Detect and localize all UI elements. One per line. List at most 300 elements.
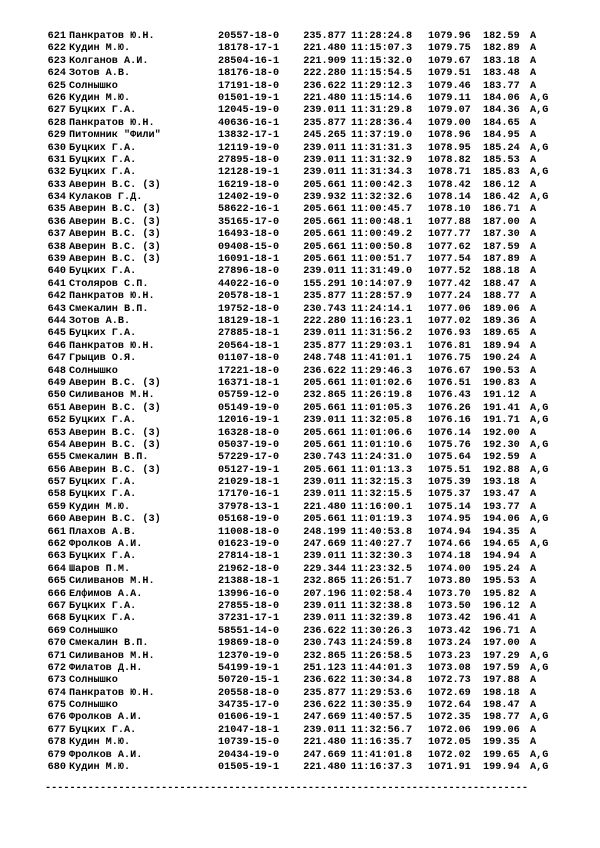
table-row xyxy=(0,204,600,216)
fancier-name: Буцких Г.А. xyxy=(69,724,137,736)
table-row xyxy=(0,576,600,588)
fancier-name: Буцких Г.А. xyxy=(69,415,137,427)
table-row xyxy=(0,31,600,43)
place-number: 660 xyxy=(47,514,66,526)
category-flag: A xyxy=(530,588,537,600)
ring-number: 20557-18-0 xyxy=(218,31,280,42)
distance: 221.480 xyxy=(303,43,346,55)
ring-number: 10739-15-0 xyxy=(218,737,280,749)
table-row xyxy=(0,452,600,464)
speed: 1078.14 xyxy=(428,192,471,204)
speed: 1072.35 xyxy=(428,712,471,724)
fancier-name: Кудин М.Ю. xyxy=(69,43,131,55)
ring-number: 20558-18-0 xyxy=(218,687,280,699)
place-number: 661 xyxy=(47,526,66,538)
category-flag: A xyxy=(530,154,537,166)
category-flag: A,G xyxy=(530,105,549,117)
arrival-time: 11:32:30.3 xyxy=(351,551,413,563)
points: 197.59 xyxy=(483,662,520,674)
distance: 248.748 xyxy=(303,353,346,365)
fancier-name: Аверин В.С. (3) xyxy=(69,241,161,253)
place-number: 637 xyxy=(47,229,66,241)
speed: 1072.73 xyxy=(428,675,471,687)
fancier-name: Зотов А.В. xyxy=(69,68,131,80)
table-row xyxy=(0,762,600,774)
speed: 1078.82 xyxy=(428,154,471,166)
place-number: 639 xyxy=(47,254,66,266)
speed: 1076.93 xyxy=(428,328,471,340)
speed: 1076.51 xyxy=(428,377,471,389)
table-row xyxy=(0,527,600,539)
table-row xyxy=(0,589,600,601)
table-row xyxy=(0,465,600,477)
fancier-name: Грыцив О.Я. xyxy=(69,353,137,365)
points: 183.48 xyxy=(483,68,520,80)
speed: 1075.64 xyxy=(428,452,471,464)
speed: 1077.62 xyxy=(428,241,471,253)
category-flag: A,G xyxy=(530,415,549,427)
speed: 1077.06 xyxy=(428,303,471,315)
ring-number: 12045-19-0 xyxy=(218,105,280,117)
distance: 235.877 xyxy=(303,291,346,303)
distance: 235.877 xyxy=(303,117,346,129)
table-row xyxy=(0,353,600,365)
arrival-time: 11:29:46.3 xyxy=(351,365,413,377)
ring-number: 16493-18-0 xyxy=(218,229,280,241)
table-row xyxy=(0,737,600,749)
speed: 1077.88 xyxy=(428,216,471,228)
place-number: 632 xyxy=(47,167,66,179)
speed: 1078.96 xyxy=(428,130,471,142)
place-number: 664 xyxy=(47,563,66,575)
ring-number: 20434-19-0 xyxy=(218,749,280,761)
speed: 1075.37 xyxy=(428,489,471,501)
fancier-name: Панкратов Ю.Н. xyxy=(69,117,155,129)
bottom-divider: ------------------------------------------------------------------------------- xyxy=(45,783,528,794)
table-row xyxy=(0,477,600,489)
place-number: 667 xyxy=(47,600,66,612)
category-flag: A xyxy=(530,130,537,142)
arrival-time: 11:01:19.3 xyxy=(351,514,413,526)
arrival-time: 11:41:01.8 xyxy=(351,749,413,761)
table-row xyxy=(0,440,600,452)
speed: 1079.00 xyxy=(428,117,471,129)
arrival-time: 11:37:19.0 xyxy=(351,130,413,142)
distance: 239.011 xyxy=(303,167,346,179)
ring-number: 28504-16-1 xyxy=(218,55,280,67)
arrival-time: 11:32:32.6 xyxy=(351,192,413,204)
points: 184.06 xyxy=(483,92,520,104)
table-row xyxy=(0,341,600,353)
points: 185.24 xyxy=(483,142,520,154)
place-number: 646 xyxy=(47,340,66,352)
place-number: 659 xyxy=(47,501,66,513)
points: 187.89 xyxy=(483,254,520,266)
points: 196.41 xyxy=(483,613,520,625)
place-number: 642 xyxy=(47,291,66,303)
table-row xyxy=(0,155,600,167)
distance: 205.661 xyxy=(303,427,346,439)
category-flag: A xyxy=(530,117,537,129)
points: 192.30 xyxy=(483,439,520,451)
arrival-time: 11:00:45.7 xyxy=(351,204,413,216)
table-row xyxy=(0,601,600,613)
arrival-time: 11:24:59.8 xyxy=(351,638,413,650)
fancier-name: Аверин В.С. (3) xyxy=(69,464,161,476)
ring-number: 58551-14-0 xyxy=(218,625,280,637)
distance: 222.280 xyxy=(303,315,346,327)
fancier-name: Шаров П.М. xyxy=(69,563,131,575)
fancier-name: Солнышко xyxy=(69,80,118,92)
distance: 205.661 xyxy=(303,229,346,241)
points: 193.77 xyxy=(483,501,520,513)
ring-number: 09408-15-0 xyxy=(218,241,280,253)
fancier-name: Аверин В.С. (3) xyxy=(69,514,161,526)
distance: 205.661 xyxy=(303,179,346,191)
table-row xyxy=(0,626,600,638)
place-number: 655 xyxy=(47,452,66,464)
points: 187.59 xyxy=(483,241,520,253)
distance: 221.480 xyxy=(303,762,346,774)
place-number: 672 xyxy=(47,662,66,674)
distance: 235.877 xyxy=(303,340,346,352)
points: 183.18 xyxy=(483,55,520,67)
place-number: 665 xyxy=(47,576,66,588)
fancier-name: Буцких Г.А. xyxy=(69,266,137,278)
points: 190.83 xyxy=(483,377,520,389)
arrival-time: 11:31:49.0 xyxy=(351,266,413,278)
ring-number: 16328-18-0 xyxy=(218,427,280,439)
category-flag: A xyxy=(530,315,537,327)
ring-number: 21388-18-1 xyxy=(218,576,280,588)
distance: 230.743 xyxy=(303,638,346,650)
points: 188.18 xyxy=(483,266,520,278)
place-number: 643 xyxy=(47,303,66,315)
place-number: 653 xyxy=(47,427,66,439)
place-number: 674 xyxy=(47,687,66,699)
ring-number: 18178-17-1 xyxy=(218,43,280,55)
points: 184.36 xyxy=(483,105,520,117)
speed: 1074.95 xyxy=(428,514,471,526)
table-row xyxy=(0,180,600,192)
place-number: 628 xyxy=(47,117,66,129)
place-number: 654 xyxy=(47,439,66,451)
points: 189.94 xyxy=(483,340,520,352)
distance: 239.932 xyxy=(303,192,346,204)
table-row xyxy=(0,304,600,316)
ring-number: 05127-19-1 xyxy=(218,464,280,476)
ring-number: 27885-18-1 xyxy=(218,328,280,340)
ring-number: 05168-19-0 xyxy=(218,514,280,526)
speed: 1078.95 xyxy=(428,142,471,154)
table-row xyxy=(0,266,600,278)
fancier-name: Смекалин В.П. xyxy=(69,303,149,315)
table-row xyxy=(0,725,600,737)
fancier-name: Буцких Г.А. xyxy=(69,142,137,154)
category-flag: A xyxy=(530,576,537,588)
fancier-name: Плахов А.В. xyxy=(69,526,137,538)
fancier-name: Колганов А.И. xyxy=(69,55,149,67)
speed: 1076.14 xyxy=(428,427,471,439)
arrival-time: 11:32:05.8 xyxy=(351,415,413,427)
distance: 248.199 xyxy=(303,526,346,538)
place-number: 673 xyxy=(47,675,66,687)
ring-number: 18129-18-1 xyxy=(218,315,280,327)
table-row xyxy=(0,68,600,80)
arrival-time: 11:40:57.5 xyxy=(351,712,413,724)
place-number: 670 xyxy=(47,638,66,650)
arrival-time: 11:16:23.1 xyxy=(351,315,413,327)
distance: 232.865 xyxy=(303,390,346,402)
points: 183.77 xyxy=(483,80,520,92)
arrival-time: 11:01:05.3 xyxy=(351,402,413,414)
ring-number: 11008-18-0 xyxy=(218,526,280,538)
category-flag: A xyxy=(530,31,537,42)
points: 185.53 xyxy=(483,154,520,166)
speed: 1077.52 xyxy=(428,266,471,278)
distance: 222.280 xyxy=(303,68,346,80)
ring-number: 13832-17-1 xyxy=(218,130,280,142)
arrival-time: 11:26:19.8 xyxy=(351,390,413,402)
table-row xyxy=(0,81,600,93)
place-number: 675 xyxy=(47,700,66,712)
table-row xyxy=(0,105,600,117)
ring-number: 54199-19-1 xyxy=(218,662,280,674)
ring-number: 27855-18-0 xyxy=(218,600,280,612)
place-number: 676 xyxy=(47,712,66,724)
ring-number: 05759-12-0 xyxy=(218,390,280,402)
table-row xyxy=(0,415,600,427)
ring-number: 27814-18-1 xyxy=(218,551,280,563)
fancier-name: Аверин В.С. (3) xyxy=(69,377,161,389)
fancier-name: Аверин В.С. (3) xyxy=(69,179,161,191)
category-flag: A,G xyxy=(530,142,549,154)
ring-number: 16219-18-0 xyxy=(218,179,280,191)
category-flag: A,G xyxy=(530,712,549,724)
speed: 1077.24 xyxy=(428,291,471,303)
table-row xyxy=(0,56,600,68)
table-row xyxy=(0,217,600,229)
category-flag: A xyxy=(530,365,537,377)
points: 187.00 xyxy=(483,216,520,228)
distance: 221.909 xyxy=(303,55,346,67)
category-flag: A xyxy=(530,80,537,92)
fancier-name: Силиванов М.Н. xyxy=(69,390,155,402)
arrival-time: 11:32:39.8 xyxy=(351,613,413,625)
arrival-time: 11:28:36.4 xyxy=(351,117,413,129)
arrival-time: 11:32:15.5 xyxy=(351,489,413,501)
ring-number: 12370-19-0 xyxy=(218,650,280,662)
distance: 247.669 xyxy=(303,539,346,551)
place-number: 663 xyxy=(47,551,66,563)
points: 185.83 xyxy=(483,167,520,179)
fancier-name: Аверин В.С. (3) xyxy=(69,254,161,266)
category-flag: A xyxy=(530,204,537,216)
category-flag: A,G xyxy=(530,402,549,414)
distance: 221.480 xyxy=(303,501,346,513)
points: 197.29 xyxy=(483,650,520,662)
speed: 1072.64 xyxy=(428,700,471,712)
points: 188.77 xyxy=(483,291,520,303)
arrival-time: 11:31:34.3 xyxy=(351,167,413,179)
ring-number: 01606-19-1 xyxy=(218,712,280,724)
place-number: 678 xyxy=(47,737,66,749)
category-flag: A xyxy=(530,340,537,352)
ring-number: 12016-19-1 xyxy=(218,415,280,427)
fancier-name: Буцких Г.А. xyxy=(69,551,137,563)
fancier-name: Солнышко xyxy=(69,675,118,687)
category-flag: A xyxy=(530,254,537,266)
ring-number: 16091-18-1 xyxy=(218,254,280,266)
place-number: 633 xyxy=(47,179,66,191)
table-row xyxy=(0,502,600,514)
ring-number: 13996-16-0 xyxy=(218,588,280,600)
points: 198.18 xyxy=(483,687,520,699)
ring-number: 44022-16-0 xyxy=(218,278,280,290)
speed: 1079.51 xyxy=(428,68,471,80)
fancier-name: Силиванов М.Н. xyxy=(69,650,155,662)
table-row xyxy=(0,229,600,241)
distance: 239.011 xyxy=(303,415,346,427)
arrival-time: 11:15:32.0 xyxy=(351,55,413,67)
speed: 1073.70 xyxy=(428,588,471,600)
fancier-name: Елфимов А.А. xyxy=(69,588,143,600)
category-flag: A,G xyxy=(530,464,549,476)
arrival-time: 11:32:56.7 xyxy=(351,724,413,736)
ring-number: 50720-15-1 xyxy=(218,675,280,687)
arrival-time: 11:24:14.1 xyxy=(351,303,413,315)
speed: 1075.51 xyxy=(428,464,471,476)
distance: 232.865 xyxy=(303,650,346,662)
ring-number: 16371-18-1 xyxy=(218,377,280,389)
ring-number: 21047-18-1 xyxy=(218,724,280,736)
fancier-name: Аверин В.С. (3) xyxy=(69,229,161,241)
distance: 236.622 xyxy=(303,365,346,377)
distance: 239.011 xyxy=(303,551,346,563)
ring-number: 05149-19-0 xyxy=(218,402,280,414)
category-flag: A xyxy=(530,526,537,538)
fancier-name: Фролков А.И. xyxy=(69,749,143,761)
fancier-name: Кудин М.Ю. xyxy=(69,92,131,104)
points: 194.06 xyxy=(483,514,520,526)
place-number: 625 xyxy=(47,80,66,92)
distance: 236.622 xyxy=(303,80,346,92)
category-flag: A,G xyxy=(530,167,549,179)
points: 189.06 xyxy=(483,303,520,315)
arrival-time: 11:40:27.7 xyxy=(351,539,413,551)
points: 199.94 xyxy=(483,762,520,774)
place-number: 645 xyxy=(47,328,66,340)
speed: 1079.67 xyxy=(428,55,471,67)
category-flag: A xyxy=(530,563,537,575)
distance: 205.661 xyxy=(303,464,346,476)
points: 195.53 xyxy=(483,576,520,588)
table-row xyxy=(0,750,600,762)
ring-number: 17221-18-0 xyxy=(218,365,280,377)
points: 197.88 xyxy=(483,675,520,687)
category-flag: A xyxy=(530,489,537,501)
category-flag: A,G xyxy=(530,762,549,774)
speed: 1079.07 xyxy=(428,105,471,117)
fancier-name: Буцких Г.А. xyxy=(69,489,137,501)
arrival-time: 11:44:01.3 xyxy=(351,662,413,674)
ring-number: 12128-19-1 xyxy=(218,167,280,179)
place-number: 624 xyxy=(47,68,66,80)
fancier-name: Буцких Г.А. xyxy=(69,105,137,117)
arrival-time: 11:15:07.3 xyxy=(351,43,413,55)
distance: 230.743 xyxy=(303,303,346,315)
fancier-name: Панкратов Ю.Н. xyxy=(69,291,155,303)
place-number: 631 xyxy=(47,154,66,166)
place-number: 651 xyxy=(47,402,66,414)
points: 186.12 xyxy=(483,179,520,191)
place-number: 640 xyxy=(47,266,66,278)
place-number: 648 xyxy=(47,365,66,377)
speed: 1075.76 xyxy=(428,439,471,451)
fancier-name: Кудин М.Ю. xyxy=(69,762,131,774)
speed: 1076.16 xyxy=(428,415,471,427)
place-number: 636 xyxy=(47,216,66,228)
points: 190.24 xyxy=(483,353,520,365)
distance: 229.344 xyxy=(303,563,346,575)
table-row xyxy=(0,613,600,625)
points: 194.35 xyxy=(483,526,520,538)
distance: 239.011 xyxy=(303,266,346,278)
ring-number: 01623-19-0 xyxy=(218,539,280,551)
ring-number: 27896-18-0 xyxy=(218,266,280,278)
category-flag: A xyxy=(530,427,537,439)
distance: 251.123 xyxy=(303,662,346,674)
distance: 235.877 xyxy=(303,687,346,699)
distance: 239.011 xyxy=(303,489,346,501)
speed: 1075.14 xyxy=(428,501,471,513)
fancier-name: Силиванов М.Н. xyxy=(69,576,155,588)
distance: 205.661 xyxy=(303,514,346,526)
points: 191.71 xyxy=(483,415,520,427)
category-flag: A xyxy=(530,291,537,303)
place-number: 658 xyxy=(47,489,66,501)
table-row xyxy=(0,254,600,266)
fancier-name: Панкратов Ю.Н. xyxy=(69,340,155,352)
arrival-time: 11:30:34.8 xyxy=(351,675,413,687)
ring-number: 27895-18-0 xyxy=(218,154,280,166)
arrival-time: 11:00:50.8 xyxy=(351,241,413,253)
table-row xyxy=(0,291,600,303)
points: 182.59 xyxy=(483,31,520,42)
points: 190.53 xyxy=(483,365,520,377)
distance: 205.661 xyxy=(303,254,346,266)
category-flag: A xyxy=(530,390,537,402)
distance: 239.011 xyxy=(303,613,346,625)
table-row xyxy=(0,279,600,291)
place-number: 629 xyxy=(47,130,66,142)
arrival-time: 11:32:15.3 xyxy=(351,477,413,489)
category-flag: A,G xyxy=(530,439,549,451)
arrival-time: 11:28:57.9 xyxy=(351,291,413,303)
speed: 1079.46 xyxy=(428,80,471,92)
ring-number: 17191-18-0 xyxy=(218,80,280,92)
table-row xyxy=(0,43,600,55)
table-row xyxy=(0,712,600,724)
table-row xyxy=(0,328,600,340)
speed: 1079.75 xyxy=(428,43,471,55)
category-flag: A xyxy=(530,737,537,749)
arrival-time: 11:00:51.7 xyxy=(351,254,413,266)
points: 192.88 xyxy=(483,464,520,476)
arrival-time: 11:26:58.5 xyxy=(351,650,413,662)
speed: 1074.00 xyxy=(428,563,471,575)
table-row xyxy=(0,130,600,142)
